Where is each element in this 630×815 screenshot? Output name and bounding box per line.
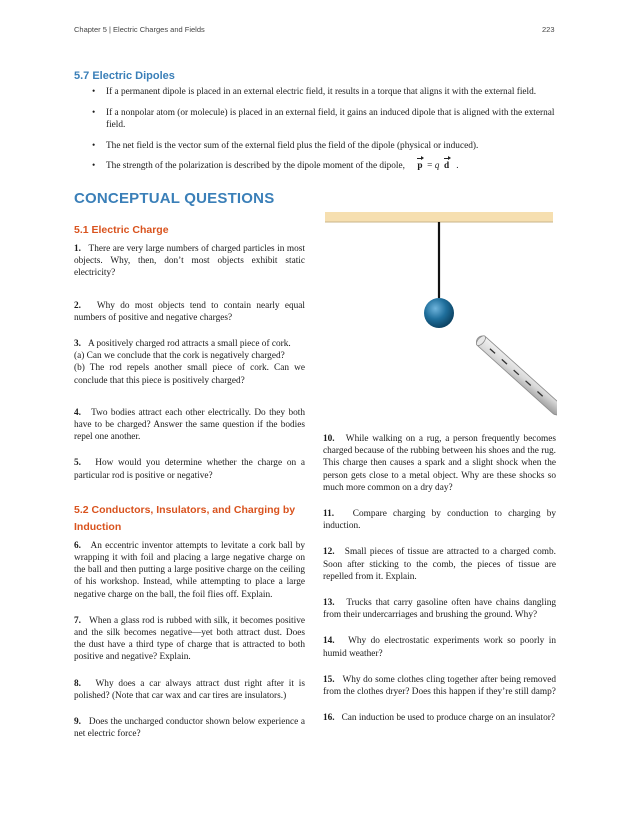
vector-d: d — [444, 161, 450, 171]
question — [74, 678, 305, 702]
question-number: 11. — [323, 509, 335, 520]
question — [323, 635, 556, 659]
question-text: How would you determine whether the charge on a particular rod is positive or negative? — [74, 458, 305, 481]
running-head: Chapter 5 | Electric Charges and Fields — [74, 25, 205, 34]
bullet-text: The strength of the polarization is described by the dipole moment of the dipole, — [106, 161, 405, 171]
question-number: 9. — [74, 717, 81, 728]
summary-bullet — [74, 86, 558, 99]
question — [323, 433, 556, 494]
charge-q: q — [434, 161, 440, 171]
vector-p: p — [417, 161, 423, 171]
question-text: Two bodies attract each other electrically. Do they both have to be charged? Answer the same question if the bodies repel one another. — [74, 407, 305, 443]
question-number: 7. — [74, 615, 81, 626]
question — [74, 338, 305, 387]
section-heading-conductors: 5.2 Conductors, Insulators, and Charging by Induction — [74, 503, 296, 533]
question-text: Why do electrostatic experiments work so poorly in humid weather? — [323, 636, 556, 659]
question-number: 10. — [323, 434, 335, 444]
question-number: 4. — [74, 407, 81, 418]
equals-sign: = — [427, 161, 433, 171]
question-text: Small pieces of tissue are attracted to a charged comb. Soon after sticking to the comb, the pieces of tissue are repelled from it. Explain. — [323, 547, 556, 582]
question — [323, 508, 556, 532]
question-text: Can induction be used to produce charge on an insulator? — [341, 713, 555, 724]
question-number: 6. — [74, 540, 81, 551]
question — [323, 674, 556, 698]
question-number: 13. — [323, 598, 335, 609]
bullet-text: If a permanent dipole is placed in an external electric field, it results in a torque that aligns it with the external field. — [106, 87, 537, 97]
question-part: (a) Can we conclude that the cork is negatively charged? — [74, 351, 285, 362]
right-column — [323, 433, 556, 738]
question — [323, 546, 556, 583]
ceiling-bar — [325, 212, 553, 222]
left-column — [74, 222, 305, 754]
section-heading-electric-charge: 5.1 Electric Charge — [74, 224, 169, 236]
question-part: (b) The rod repels another small piece of cork. Can we conclude that this piece is positively charged? — [74, 363, 305, 386]
question-number: 1. — [74, 244, 81, 254]
bullet-text: The net field is the vector sum of the external field plus the field of the dipole (physical or induced). — [106, 140, 479, 151]
section-heading-electric-dipoles: 5.7 Electric Dipoles — [74, 70, 175, 82]
question — [74, 407, 305, 444]
question-text: Why do some clothes cling together after being removed from the clothes dryer? Does this happen if they’re still damp? — [323, 674, 556, 698]
question — [74, 457, 305, 481]
question-text: A positively charged rod attracts a small piece of cork. — [87, 339, 291, 350]
question-number: 16. — [323, 713, 335, 724]
question-number: 3. — [74, 339, 81, 350]
question-number: 8. — [74, 678, 81, 689]
question-text: An eccentric inventor attempts to levitate a cork ball by wrapping it with foil and placing a large negative charge on the ball and then putting a large positive charge on the ceiling of his workshop. Instead, while attempting to place a large negative charge on the ball, the foil flies off. Explain. — [74, 540, 305, 600]
question-text: Why does a car always attract dust right after it is polished? (Note that car wax and car tires are insulators.) — [74, 678, 305, 701]
question-text: Compare charging by conduction to charging by induction. — [323, 509, 556, 532]
question-text: While walking on a rug, a person frequently becomes charged because of the rubbing between his shoes and the rug. This charge then causes a spark and a slight shock when the person gets close to a metal object. Why are these shocks so much more common on a dry day? — [323, 434, 556, 493]
charged-rod — [474, 334, 557, 418]
question — [74, 300, 305, 324]
summary-bullet — [74, 107, 558, 132]
question-text: Trucks that carry gasoline often have chains dangling from their undercarriages and brushing the ground. Why? — [323, 598, 556, 621]
summary-bullet — [74, 140, 558, 153]
conductor-ball — [424, 298, 454, 328]
page-number: 223 — [542, 25, 555, 34]
question-text: Why do most objects tend to contain nearly equal numbers of positive and negative charges? — [74, 300, 305, 323]
summary-bullet-list — [74, 86, 558, 181]
question-text: When a glass rod is rubbed with silk, it becomes positive and the silk becomes negative—yet both attract dust. Does the dust have a third type of charge that is attracted to both positive and negative? Explain. — [74, 615, 305, 663]
charged-rod-and-ball-figure — [323, 210, 557, 425]
summary-bullet — [74, 160, 558, 173]
dipole-moment-equation — [417, 160, 458, 173]
equation-period: . — [456, 161, 459, 171]
question-text: There are very large numbers of charged particles in most objects. Why, then, don’t most objects exhibit static electricity? — [74, 244, 305, 279]
conceptual-questions-heading: CONCEPTUAL QUESTIONS — [74, 190, 275, 207]
question — [74, 615, 305, 664]
bullet-text: If a nonpolar atom (or molecule) is placed in an external field, it gains an induced dipole that is aligned with the external field. — [106, 107, 555, 130]
question-number: 14. — [323, 636, 335, 647]
question-number: 15. — [323, 674, 335, 685]
question — [323, 712, 556, 724]
question-number: 5. — [74, 458, 81, 469]
question-number: 2. — [74, 300, 81, 311]
question — [323, 597, 556, 621]
question — [74, 716, 305, 740]
question-text: Does the uncharged conductor shown below experience a net electric force? — [74, 717, 305, 740]
question — [74, 540, 305, 601]
question — [74, 243, 305, 280]
question-number: 12. — [323, 547, 335, 558]
